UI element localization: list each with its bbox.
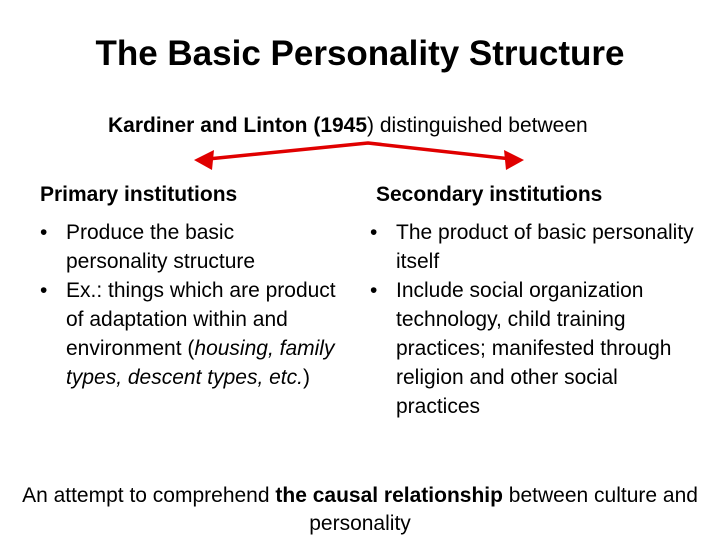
subtitle-year: 1945 (320, 114, 368, 137)
bullet-text: Include social organization technology, child training practices; manifested through religion and other social practices (396, 279, 672, 418)
bullet-text: The product of basic personality itself (396, 221, 694, 273)
subtitle-close: ) (367, 114, 375, 137)
list-item (358, 218, 698, 276)
conclusion-pre: An attempt to comprehend (22, 484, 276, 507)
bullet-text: Produce the basic personality structure (66, 221, 256, 273)
bullet-dot: • (370, 221, 378, 244)
secondary-heading: Secondary institutions (376, 183, 603, 206)
subtitle-authors: Kardiner and Linton ( (108, 114, 321, 137)
arrow-head-right (504, 150, 524, 170)
arrow-head-left (194, 150, 214, 170)
secondary-bullet-list (358, 218, 698, 421)
bullet-text: Ex.: things which are product of adaptation within and environment ( (66, 279, 336, 360)
list-item (28, 218, 338, 276)
primary-bullet-list (28, 218, 338, 392)
bullet-dot: • (40, 221, 48, 244)
subtitle-rest: distinguished between (374, 114, 588, 137)
primary-heading: Primary institutions (40, 183, 238, 206)
arrow-line (198, 143, 520, 160)
bullet-dot: • (40, 279, 48, 302)
conclusion-post: between culture and personality (309, 484, 698, 535)
slide-title: The Basic Personality Structure (95, 34, 625, 73)
conclusion-text (0, 482, 720, 538)
list-item (28, 276, 338, 392)
bullet-dot: • (370, 279, 378, 302)
list-item (358, 276, 698, 421)
bullet-italic-text: housing, family types, descent types, etc. (66, 337, 335, 389)
bullet-text-after: ) (302, 366, 310, 389)
conclusion-bold: the causal relationship (275, 484, 503, 507)
